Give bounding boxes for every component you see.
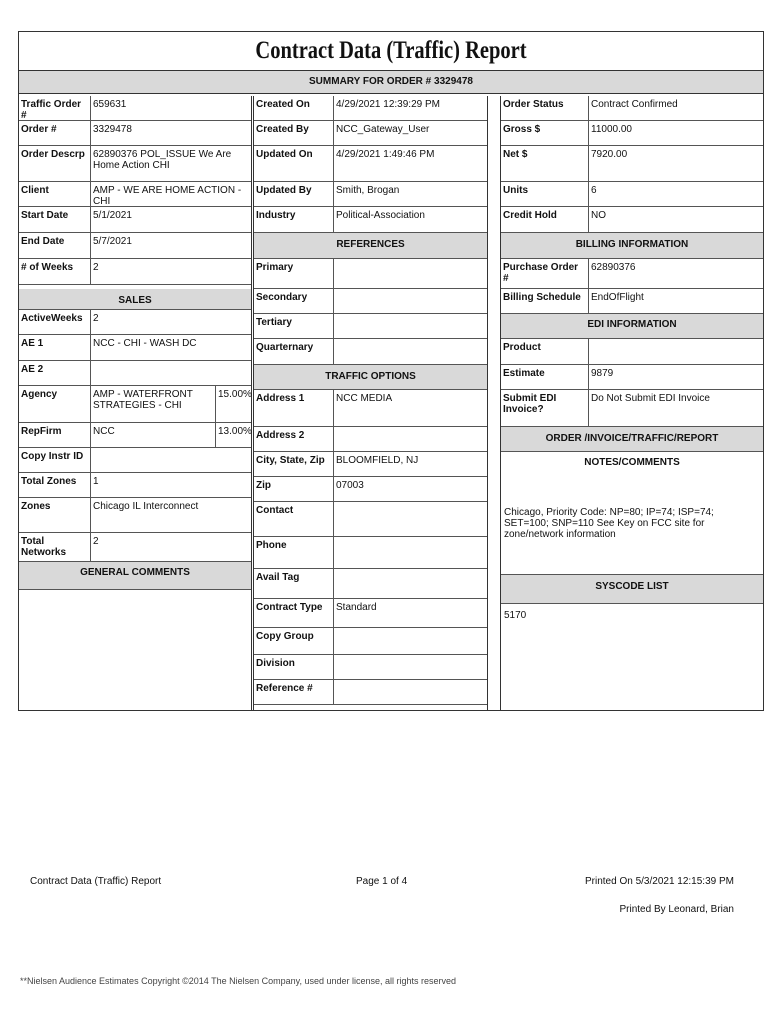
field-row: Product	[501, 339, 763, 365]
repfirm-row: RepFirm NCC 13.00%	[19, 423, 251, 448]
field-row: Order # 3329478	[19, 121, 251, 146]
field-row: Total Zones 1	[19, 473, 251, 498]
report-title: Contract Data (Traffic) Report	[255, 37, 527, 64]
field-row: Primary	[254, 259, 487, 289]
field-row: Client AMP - WE ARE HOME ACTION - CHI	[19, 182, 251, 207]
field-row: Address 2	[254, 427, 487, 452]
field-row: Tertiary	[254, 314, 487, 339]
field-row: Estimate 9879	[501, 365, 763, 390]
field-row: Gross $ 11000.00	[501, 121, 763, 146]
report-frame	[18, 31, 764, 711]
column-status	[500, 96, 763, 710]
field-row: Created By NCC_Gateway_User	[254, 121, 487, 146]
copyright-notice: **Nielsen Audience Estimates Copyright ©2014 The Nielsen Company, used under license, all rights reserved	[20, 976, 457, 986]
field-row: # of Weeks 2	[19, 259, 251, 285]
field-row: Phone	[254, 537, 487, 569]
field-row: Contract Type Standard	[254, 599, 487, 628]
field-row: Division	[254, 655, 487, 680]
field-row: Zip 07003	[254, 477, 487, 502]
notes-header: ORDER /INVOICE/TRAFFIC/REPORT NOTES/COMMENTS	[501, 427, 763, 452]
summary-bar: SUMMARY FOR ORDER # 3329478	[19, 70, 763, 94]
footer-printed-on: Printed On 5/3/2021 12:15:39 PM	[585, 876, 734, 887]
field-row: Billing Schedule EndOfFlight	[501, 289, 763, 314]
edi-header: EDI INFORMATION	[501, 314, 763, 339]
field-row: Copy Instr ID	[19, 448, 251, 473]
sales-header: SALES	[19, 285, 251, 310]
billing-header: BILLING INFORMATION	[501, 233, 763, 259]
field-row: Contact	[254, 502, 487, 537]
field-row: Updated On 4/29/2021 1:49:46 PM	[254, 146, 487, 182]
general-comments-header: GENERAL COMMENTS	[19, 562, 251, 590]
field-row: Created On 4/29/2021 12:39:29 PM	[254, 96, 487, 121]
field-row: Zones Chicago IL Interconnect	[19, 498, 251, 533]
field-row: Avail Tag	[254, 569, 487, 599]
field-row: Order Status Contract Confirmed	[501, 96, 763, 121]
field-row: Quarternary	[254, 339, 487, 365]
column-order	[19, 96, 252, 710]
field-row: Order Descrp 62890376 POL_ISSUE We Are Home Action CHI	[19, 146, 251, 182]
field-row: City, State, Zip BLOOMFIELD, NJ	[254, 452, 487, 477]
syscode-header: SYSCODE LIST	[501, 574, 763, 604]
traffic-options-header: TRAFFIC OPTIONS	[254, 365, 487, 390]
field-row: Updated By Smith, Brogan	[254, 182, 487, 207]
notes-text: Chicago, Priority Code: NP=80; IP=74; ISP=74; SET=100; SNP=110 See Key on FCC site for zone/network information	[504, 507, 714, 540]
syscode-text: 5170	[504, 610, 527, 621]
field-row: End Date 5/7/2021	[19, 233, 251, 259]
field-row: Reference #	[254, 680, 487, 705]
field-row: Copy Group	[254, 628, 487, 655]
field-row: Address 1 NCC MEDIA	[254, 390, 487, 427]
footer-page-number: Page 1 of 4	[356, 876, 408, 887]
footer-printed-by: Printed By Leonard, Brian	[619, 904, 734, 915]
agency-row: Agency AMP - WATERFRONT STRATEGIES - CHI 15.00%	[19, 386, 251, 423]
field-row: AE 2	[19, 361, 251, 386]
footer-report-name: Contract Data (Traffic) Report	[30, 876, 162, 887]
field-row: Traffic Order # 659631	[19, 96, 251, 121]
column-created	[253, 96, 488, 710]
field-row: Units 6	[501, 182, 763, 207]
field-row: Submit EDI Invoice? Do Not Submit EDI Invoice	[501, 390, 763, 427]
field-row: AE 1 NCC - CHI - WASH DC	[19, 335, 251, 361]
field-row: Start Date 5/1/2021	[19, 207, 251, 233]
field-row: Secondary	[254, 289, 487, 314]
field-row: Net $ 7920.00	[501, 146, 763, 182]
field-row: Total Networks 2	[19, 533, 251, 562]
references-header: REFERENCES	[254, 233, 487, 259]
field-row: ActiveWeeks 2	[19, 310, 251, 335]
field-row: Credit Hold NO	[501, 207, 763, 233]
field-row: Purchase Order # 62890376	[501, 259, 763, 289]
field-row: Industry Political-Association	[254, 207, 487, 233]
